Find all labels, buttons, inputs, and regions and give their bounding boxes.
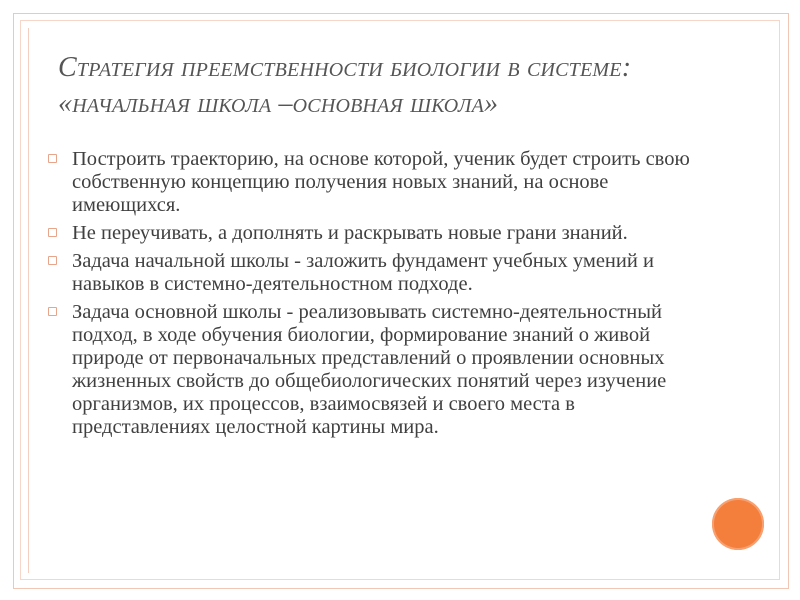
bullet-item-2	[48, 222, 698, 245]
square-bullet-icon	[48, 307, 57, 316]
bullet-item-1	[48, 148, 698, 217]
bullet-text-1: Построить траекторию, на основе которой, ученик будет строить свою собственную концепцию получения новых знаний, на основе имеющихся.	[72, 148, 690, 216]
bullet-text-2: Не переучивать, а дополнять и раскрывать новые грани знаний.	[72, 222, 628, 244]
slide-title	[58, 50, 758, 122]
square-bullet-icon	[48, 256, 57, 265]
title-line-2: «начальная школа –основная школа»	[58, 88, 499, 119]
square-bullet-icon	[48, 228, 57, 237]
slide-edge-line	[28, 28, 29, 573]
square-bullet-icon	[48, 154, 57, 163]
bullet-item-3	[48, 250, 698, 296]
bullet-text-3: Задача начальной школы - заложить фундамент учебных умений и навыков в системно-деятельностном подходе.	[72, 250, 654, 295]
bullet-list	[48, 148, 698, 444]
bullet-text-4: Задача основной школы - реализовывать системно-деятельностный подход, в ходе обучения биологии, формирование знаний о живой природе от первоначальных представлений о проявлении основных жизненных свойств до общебиологических понятий через изучение организмов, их процессов, взаимосвязей и своего места в представлениях целостной картины мира.	[72, 301, 667, 438]
title-line-1: Стратегия преемственности биологии в системе:	[58, 52, 632, 83]
orange-circle-icon	[712, 498, 764, 550]
bullet-item-4	[48, 301, 698, 439]
